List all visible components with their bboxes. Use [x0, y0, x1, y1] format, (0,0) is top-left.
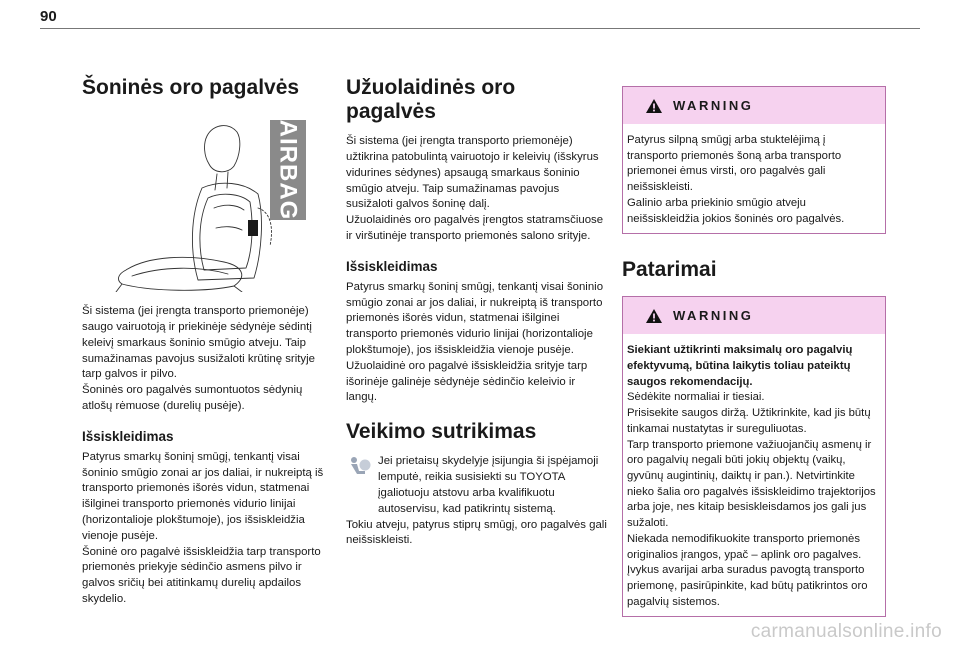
- side-deployment-text-1: Patyrus smarkų šoninį smūgį, tenkantį visai šoninio smūgio zonai ar jos daliai, ir nukreiptą iš transporto priemonės išorės vidun, statmenai išilginei transporto priemonės vidurio linijai (horizontalioje plokštumoje), jos išsiskleidžia vienoje pusėje.: [82, 450, 324, 542]
- warning-label-2: WARNING: [673, 308, 754, 324]
- warning-body-1: [623, 124, 885, 233]
- warning-2-text-3: Tarp transporto priemone važiuojančių asmenų ir oro pagalvių negali būti jokių objektų (vaikų, gyvūnų augintinių, daiktų ir pan.). Netvirtinkite nieko šalia oro pagalvės išsiskleidimo trajektorijos arba joje, nes kitaip besiskleisdamos jos gali jus sužaloti.: [627, 438, 876, 530]
- warning-header-2: [623, 297, 885, 334]
- airbag-label-panel: [270, 120, 306, 221]
- curtain-deployment-text-2: Užuolaidinė oro pagalvė išsiskleidžia srityje tarp išorinėje galinėje sėdynėje sėdinčio keleivio ir langų.: [346, 359, 588, 404]
- airbag-warning-lamp-icon: [346, 456, 372, 478]
- warning-2-lead: Siekiant užtikrinti maksimalų oro pagalvių efektyvumą, būtina laikytis toliau pateiktų saugos rekomendacijų.: [627, 344, 853, 388]
- side-deployment-heading: Išsiskleidimas: [82, 428, 174, 444]
- malfunction-row: [346, 454, 608, 517]
- warning-1-text-2: Galinio arba priekinio smūgio atveju neišsiskleidžia jokios šoninės oro pagalvės.: [627, 196, 845, 225]
- header-divider: [40, 28, 920, 29]
- warning-header-1: [623, 87, 885, 124]
- advice-title: Patarimai: [622, 258, 717, 282]
- curtain-airbags-title: Užuolaidinės oro pagalvės: [346, 76, 516, 124]
- seat-airbag-illustration: [82, 116, 334, 292]
- curtain-deployment-heading: Išsiskleidimas: [346, 258, 438, 274]
- warning-2-text-5: Įvykus avarijai arba suradus pavogtą transporto priemonę, pasirūpinkite, kad būtų patikrintos oro pagalvių sistemos.: [627, 564, 868, 608]
- warning-1-text-1: Patyrus silpną smūgį arba stuktelėjimą į transporto priemonės šoną arba transporto priemonei ėmus virsti, oro pagalvės gali neišsiskleisti.: [627, 134, 842, 194]
- column-side-airbags: [82, 76, 334, 608]
- warning-box-1: [622, 86, 886, 234]
- warning-body-2: [623, 334, 885, 616]
- side-airbags-title: Šoninės oro pagalvės: [82, 76, 300, 99]
- curtain-deployment-text-1: Patyrus smarkų šoninį smūgį, tenkantį visai šoninio smūgio zonai ar jos daliai, ir nukreiptą iš transporto priemonės išorės vidun, statmenai išilginei transporto priemonės vidurio linijai (horizontalioje plokštumoje), jos išsiskleidžia vienoje pusėje.: [346, 280, 604, 357]
- watermark: carmanualsonline.info: [750, 621, 942, 642]
- side-deployment-text-2: Šoninė oro pagalvė išsiskleidžia tarp transporto priemonės priekyje sėdinčio asmens pilvo ir galvos sričių bei atitinkamų durelių apdailos skydelio.: [82, 545, 321, 605]
- page-number: 90: [40, 8, 57, 25]
- headrest-outline: [205, 126, 240, 172]
- warning-2-text-2: Prisisekite saugos diržą. Užtikrinkite, kad jis būtų tinkamai nustatytas ir sureguliuotas.: [627, 407, 871, 435]
- malfunction-text-2: Tokiu atveju, patyrus stiprų smūgį, oro pagalvės gali neišsiskleisti.: [346, 518, 607, 547]
- warning-2-text-1: Sėdėkite normaliai ir tiesiai.: [627, 391, 765, 404]
- side-airbags-intro-2: Šoninės oro pagalvės sumontuotos sėdynių atlošų rėmuose (durelių pusėje).: [82, 384, 303, 412]
- side-airbags-intro-1: Ši sistema (jei įrengta transporto priemonėje) saugo vairuotoją ir priekinėje sėdynėje sėdintį keleivį smarkaus šoninio smūgio atveju. Taip sumažinamas pavojus susižaloti krūtinę srityje tarp galvos ir pilvo.: [82, 305, 315, 381]
- warning-label-1: WARNING: [673, 98, 754, 113]
- malfunction-text-1: Jei prietaisų skydelyje įsijungia ši įspėjamoji lemputė, reikia susisiekti su TOYOTA įgaliotuoju atstovu arba kvalifikuotu autoservisu, kad patikrintų sistemą.: [378, 455, 599, 515]
- warning-box-2: [622, 296, 886, 617]
- seat-cushion-outline: [119, 257, 242, 290]
- warning-triangle-icon: [645, 98, 663, 114]
- airbag-location-marker: [248, 220, 258, 236]
- malfunction-title: Veikimo sutrikimas: [346, 420, 537, 444]
- curtain-airbags-intro-1: Ši sistema (jei įrengta transporto priemonėje) užtikrina patobulintą vairuotojo ir keleivių (išskyrus vidurines sėdynes) apsaugą smarkaus šoninio smūgio atveju. Taip sumažinamas pavojus susižaloti galvos šoninę dalį.: [346, 135, 599, 211]
- airbag-label: AIRBAG: [274, 119, 302, 221]
- curtain-airbags-intro-2: Užuolaidinės oro pagalvės įrengtos statramsčiuose ir viršutinėje transporto priemonės salono srityje.: [346, 214, 604, 243]
- warning-2-text-4: Niekada nemodifikuokite transporto priemonės originalios įrangos, ypač – aplink oro pagalves.: [627, 532, 862, 561]
- column-curtain-airbags: [346, 76, 608, 549]
- warning-triangle-icon: [645, 308, 663, 324]
- column-warnings: [622, 76, 886, 617]
